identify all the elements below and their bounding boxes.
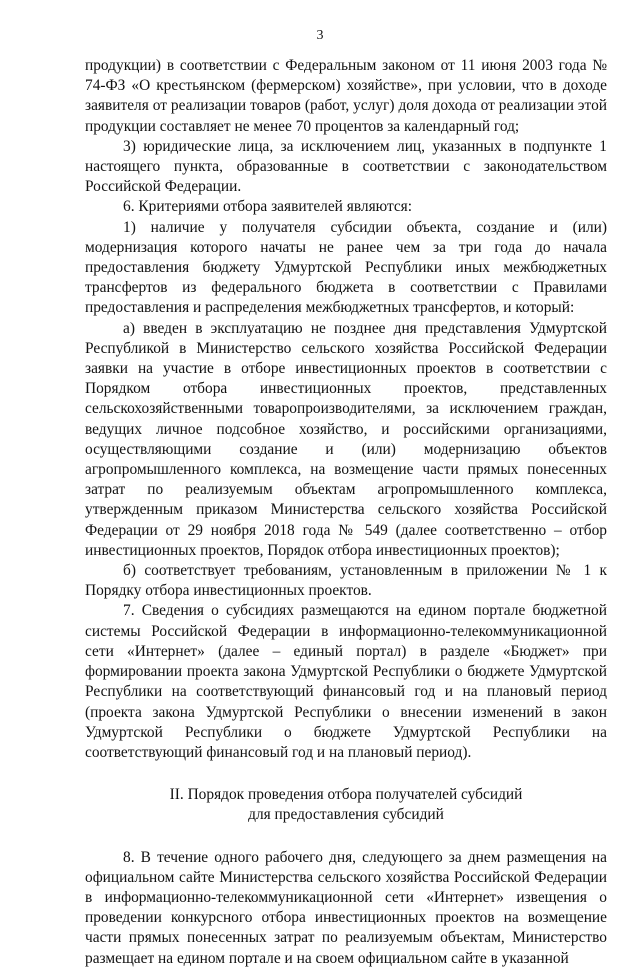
paragraph-item-3: 3) юридические лица, за исключением лиц, указанных в подпункте 1 настоящего пункта, образованные в соответствии с законодательством Российской Федерации.: [85, 137, 607, 196]
section-heading: [85, 785, 607, 825]
paragraph-6-criteria: 6. Критериями отбора заявителей являются:: [123, 198, 413, 216]
page-number: 3: [316, 28, 324, 43]
paragraph-8-procedure: 8. В течение одного рабочего дня, следующего за днем размещения на официальном сайте Министерства сельского хозяйства Российской Федерации в информационно-телекоммуникационной сети «Интернет» извещения о проведении конкурсного отбора инвестиционных проектов на возмещение части прямых понесенных затрат по реализуемым объектам, Министерство размещает на едином портале и на своем официальном сайте в указанной: [85, 848, 607, 967]
paragraph-continuation: продукции) в соответствии с Федеральным законом от 11 июня 2003 года № 74-ФЗ «О крестьянском (фермерском) хозяйстве», при условии, что в доходе заявителя от реализации товаров (работ, услуг) доля дохода от реализации этой продукции составляет не менее 70 процентов за календарный год;: [85, 57, 607, 135]
paragraph-7-subsidy-info: 7. Сведения о субсидиях размещаются на едином портале бюджетной системы Российской Федерации в информационно-телекоммуникационной сети «Интернет» (далее – единый портал) в разделе «Бюджет» при формировании проекта закона Удмуртской Республики о бюджете Удмуртской Республики на соответствующий финансовый год и на плановый период (проекта закона Удмуртской Республики о внесении изменений в закон Удмуртской Республики о бюджете Удмуртской Республики на соответствующий финансовый год и на плановый период).: [85, 602, 607, 761]
section-heading-line-2: для предоставления субсидий: [248, 806, 444, 824]
section-heading-line-1: II. Порядок проведения отбора получателей субсидий: [169, 786, 523, 804]
paragraph-criterion-1: 1) наличие у получателя субсидии объекта, создание и (или) модернизация которого начаты не ранее чем за три года до начала предоставления бюджету Удмуртской Республики иных межбюджетных трансфертов из федерального бюджета в соответствии с Правилами предоставления и распределения межбюджетных трансфертов, и который:: [85, 218, 607, 317]
document-body: [85, 56, 607, 969]
paragraph-subitem-a: а) введен в эксплуатацию не позднее дня представления Удмуртской Республикой в Министерство сельского хозяйства Российской Федерации заявки на участие в отборе инвестиционных проектов в соответствии с Порядком отбора инвестиционных проектов, представленных сельскохозяйственными товаропроизводителями, за исключением граждан, ведущих личное подсобное хозяйство, и российскими организациями, осуществляющими создание и (или) модернизацию объектов агропромышленного комплекса, на возмещение части прямых понесенных затрат по реализуемым объектам агропромышленного комплекса, утвержденным приказом Министерства сельского хозяйства Российской Федерации от 29 ноября 2018 года № 549 (далее соответственно – отбор инвестиционных проектов, Порядок отбора инвестиционных проектов);: [85, 319, 607, 559]
paragraph-subitem-b: б) соответствует требованиям, установленным в приложении № 1 к Порядку отбора инвестиционных проектов.: [85, 562, 607, 600]
